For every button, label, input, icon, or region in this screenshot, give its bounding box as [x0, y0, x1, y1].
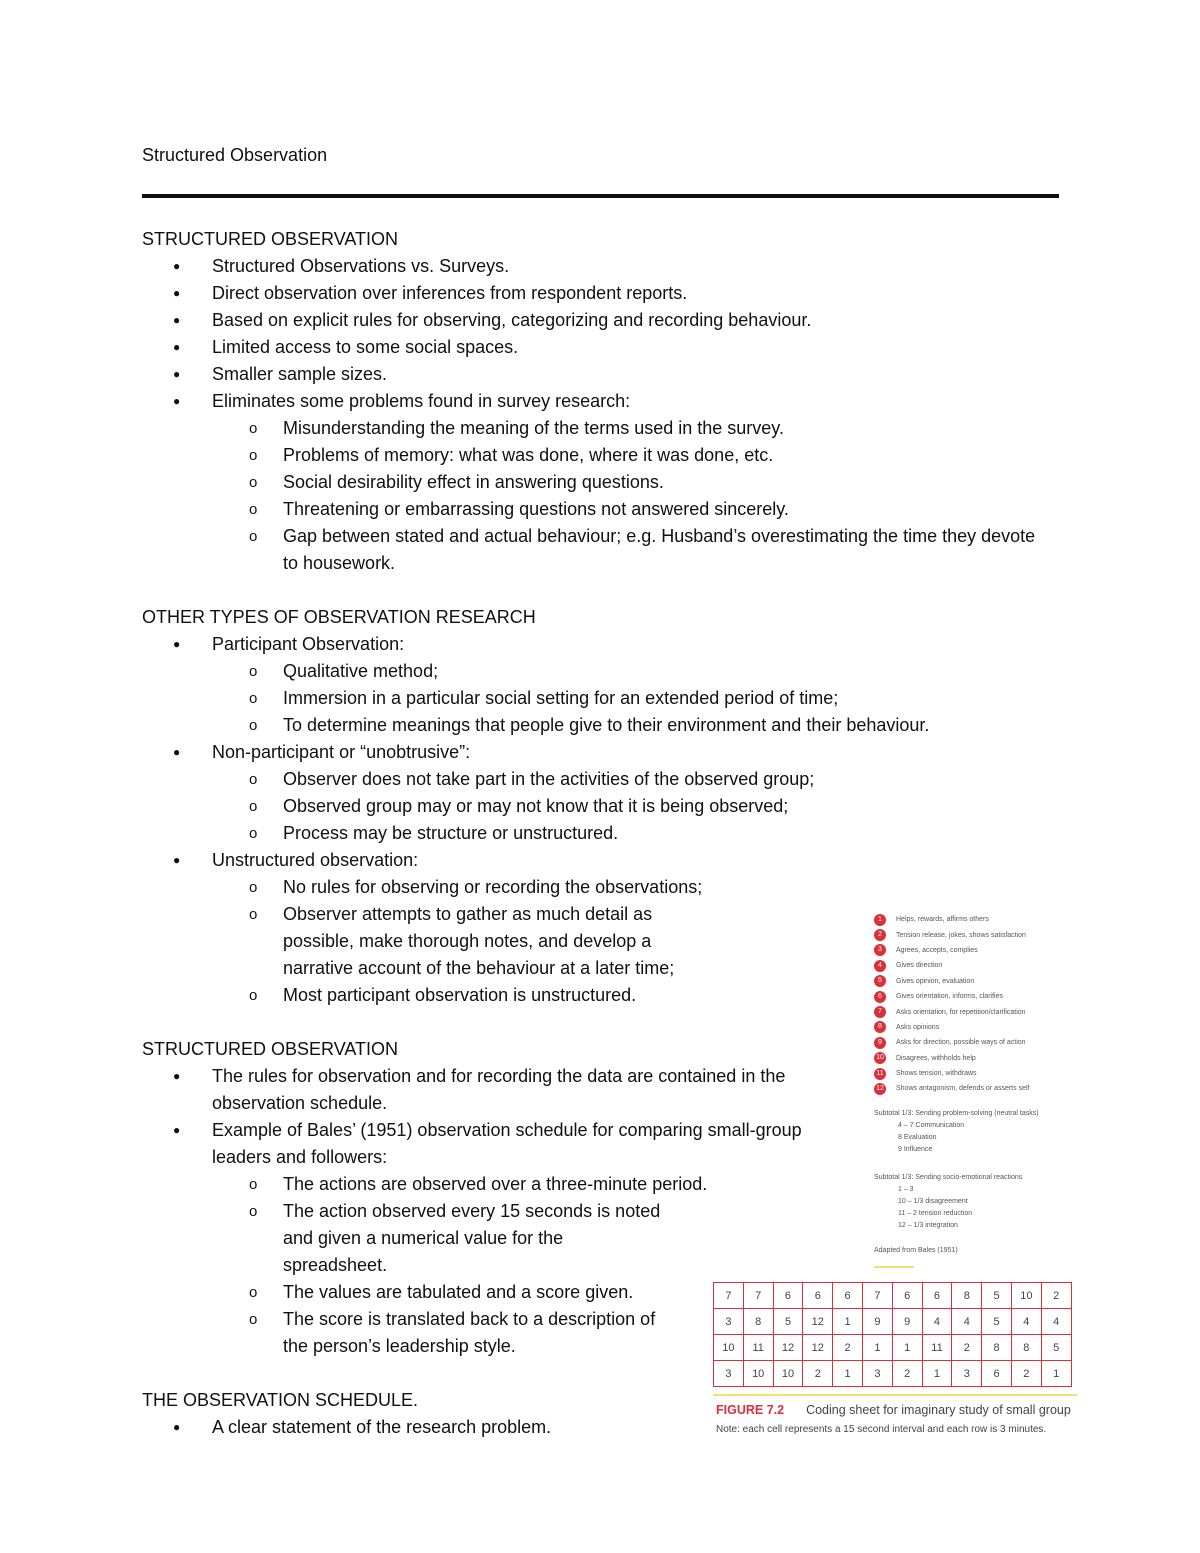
subtotal-line: 11 – 2 tension reduction: [898, 1210, 973, 1217]
sublist-item: o Observed group may or may not know that it is being observed;: [142, 793, 1072, 820]
legend-text: Asks orientation, for repetition/clarification: [896, 1008, 1026, 1016]
legend-number-badge: 10: [874, 1052, 886, 1064]
legend-text: Asks opinions: [896, 1023, 940, 1031]
legend-item: [874, 1004, 1074, 1019]
sublist-item: o The values are tabulated and a score given.: [142, 1279, 812, 1306]
table-row: [714, 1361, 1072, 1387]
coding-sheet-table: [713, 1282, 1072, 1387]
subtotal-line: 4 – 7 Communication: [898, 1122, 965, 1129]
section-heading-other-types: OTHER TYPES OF OBSERVATION RESEARCH: [142, 607, 536, 627]
table-cell: 6: [833, 1283, 863, 1309]
section-heading-structured-observation: STRUCTURED OBSERVATION: [142, 229, 399, 249]
table-cell: 4: [1011, 1309, 1041, 1335]
legend-text: Gives opinion, evaluation: [896, 977, 975, 985]
source-underline: [874, 1266, 914, 1268]
legend-item: [874, 1066, 1074, 1081]
list-item: ● Direct observation over inferences from respondent reports.: [142, 280, 1072, 307]
figure-note: Note: each cell represents a 15 second interval and each row is 3 minutes.: [716, 1424, 1047, 1435]
legend-text: Shows tension, withdraws: [896, 1070, 977, 1078]
list-item: ● Limited access to some social spaces.: [142, 334, 1072, 361]
legend-text: Agrees, accepts, complies: [896, 946, 978, 954]
list-item: [142, 388, 1072, 577]
legend-item: [874, 974, 1074, 989]
document-body: [142, 226, 1072, 1441]
table-cell: 12: [803, 1309, 833, 1335]
legend-item: [874, 1081, 1074, 1096]
table-cell: 2: [952, 1335, 982, 1361]
table-cell: 4: [952, 1309, 982, 1335]
sublist-item: o Observer does not take part in the activities of the observed group;: [142, 766, 1072, 793]
list-item-label: Eliminates some problems found in survey research:: [212, 391, 631, 411]
table-cell: 3: [714, 1309, 744, 1335]
table-cell: 5: [982, 1283, 1012, 1309]
subtotal-line: 12 – 1/3 integration: [898, 1222, 958, 1229]
legend-item: [874, 912, 1074, 927]
sublist-item: o Observer attempts to gather as much detail as possible, make thorough notes, and develop a narrative account of the behaviour at a later time;: [142, 901, 683, 982]
legend-item: [874, 927, 1074, 942]
table-cell: 6: [892, 1283, 922, 1309]
section1-list: [142, 253, 1072, 577]
list-item-label: Example of Bales’ (1951) observation schedule for comparing small-group leaders and followers:: [212, 1120, 802, 1167]
table-cell: 7: [862, 1283, 892, 1309]
sublist-item: o The action observed every 15 seconds is noted and given a numerical value for the spreadsheet.: [142, 1198, 668, 1279]
sublist-item: o Most participant observation is unstructured.: [142, 982, 1072, 1009]
legend-text: Tension release, jokes, shows satisfaction: [896, 931, 1026, 939]
legend-number-badge: 12: [874, 1083, 886, 1095]
sublist-item: o To determine meanings that people give to their environment and their behaviour.: [142, 712, 1072, 739]
list-item: ● Smaller sample sizes.: [142, 361, 1072, 388]
table-cell: 5: [982, 1309, 1012, 1335]
list-item: [142, 631, 1072, 739]
section-heading-observation-schedule: THE OBSERVATION SCHEDULE.: [142, 1390, 419, 1410]
table-cell: 11: [922, 1335, 952, 1361]
header-divider: [142, 194, 1059, 198]
legend-number-badge: 5: [874, 975, 886, 987]
table-cell: 3: [952, 1361, 982, 1387]
table-cell: 1: [892, 1335, 922, 1361]
table-cell: 10: [1011, 1283, 1041, 1309]
table-cell: 1: [1041, 1361, 1071, 1387]
legend-item: [874, 989, 1074, 1004]
table-cell: 8: [1011, 1335, 1041, 1361]
sublist-item: o The score is translated back to a description of the person’s leadership style.: [142, 1306, 668, 1360]
sublist-item: o The actions are observed over a three-minute period.: [142, 1171, 812, 1198]
subtotal-line: 8 Evaluation: [898, 1134, 937, 1141]
sublist-item: o Social desirability effect in answering questions.: [142, 469, 1072, 496]
table-cell: 1: [862, 1335, 892, 1361]
table-row: [714, 1283, 1072, 1309]
legend-number-badge: 6: [874, 991, 886, 1003]
table-cell: 6: [803, 1283, 833, 1309]
figure-source: Adapted from Bales (1951): [874, 1247, 958, 1254]
sublist: [212, 415, 1072, 577]
table-cell: 1: [833, 1309, 863, 1335]
legend-text: Gives orientation, informs, clarifies: [896, 993, 1003, 1001]
list-item-label: Non-participant or “unobtrusive”:: [212, 742, 471, 762]
table-cell: 5: [1041, 1335, 1071, 1361]
legend-item: [874, 943, 1074, 958]
table-cell: 4: [1041, 1309, 1071, 1335]
legend-text: Helps, rewards, affirms others: [896, 916, 989, 924]
sublist-item: o Threatening or embarrassing questions not answered sincerely.: [142, 496, 1072, 523]
figure-subtotal-2: [874, 1172, 1022, 1232]
legend-text: Gives direction: [896, 962, 943, 970]
subtotal-line: 10 – 1/3 disagreement: [898, 1198, 968, 1205]
caption-divider: [713, 1394, 1077, 1396]
legend-item: [874, 958, 1074, 973]
table-cell: 4: [922, 1309, 952, 1335]
table-cell: 2: [803, 1361, 833, 1387]
table-cell: 12: [803, 1335, 833, 1361]
legend-number-badge: 9: [874, 1037, 886, 1049]
figure-subtotal-1: [874, 1108, 1039, 1156]
sublist: [212, 766, 1072, 847]
table-cell: 5: [773, 1309, 803, 1335]
sublist-item: o Process may be structure or unstructured.: [142, 820, 1072, 847]
table-cell: 9: [892, 1309, 922, 1335]
sublist-item: o Qualitative method;: [142, 658, 1072, 685]
table-cell: 11: [743, 1335, 773, 1361]
section-heading-structured-observation-2: STRUCTURED OBSERVATION: [142, 1039, 399, 1059]
table-cell: 2: [1041, 1283, 1071, 1309]
figure-caption: [716, 1403, 1071, 1417]
list-item: [142, 739, 1072, 847]
figure-label: FIGURE 7.2: [716, 1403, 785, 1417]
sublist-item: o Misunderstanding the meaning of the terms used in the survey.: [142, 415, 1072, 442]
table-cell: 2: [1011, 1361, 1041, 1387]
legend-number-badge: 3: [874, 944, 886, 956]
table-cell: 3: [862, 1361, 892, 1387]
table-cell: 7: [714, 1283, 744, 1309]
table-cell: 10: [743, 1361, 773, 1387]
list-item: ● Structured Observations vs. Surveys.: [142, 253, 1072, 280]
legend-text: Asks for direction, possible ways of action: [896, 1039, 1026, 1047]
table-cell: 2: [892, 1361, 922, 1387]
sublist-item: o Immersion in a particular social setting for an extended period of time;: [142, 685, 1072, 712]
list-item: ● A clear statement of the research problem.: [142, 1414, 1072, 1441]
legend-number-badge: 11: [874, 1068, 886, 1080]
list-item-label: Participant Observation:: [212, 634, 405, 654]
figure-title: Coding sheet for imaginary study of small group: [806, 1403, 1071, 1417]
legend-number-badge: 7: [874, 1006, 886, 1018]
legend-number-badge: 1: [874, 914, 886, 926]
subtotal-title: Subtotal 1/3: Sending socio-emotional reactions: [874, 1174, 1023, 1181]
sublist: [212, 658, 1072, 739]
list-item: ● Based on explicit rules for observing, categorizing and recording behaviour.: [142, 307, 1072, 334]
table-cell: 6: [922, 1283, 952, 1309]
subtotal-line: 9 Influence: [898, 1146, 933, 1153]
legend-item: [874, 1051, 1074, 1066]
legend-number-badge: 4: [874, 960, 886, 972]
list-item-label: Unstructured observation:: [212, 850, 419, 870]
table-cell: 10: [714, 1335, 744, 1361]
legend-text: Disagrees, withholds help: [896, 1054, 976, 1062]
table-cell: 12: [773, 1335, 803, 1361]
legend-item: [874, 1035, 1074, 1050]
table-cell: 1: [833, 1361, 863, 1387]
table-cell: 2: [833, 1335, 863, 1361]
table-cell: 6: [773, 1283, 803, 1309]
table-cell: 6: [982, 1361, 1012, 1387]
table-cell: 1: [922, 1361, 952, 1387]
sublist-item: o No rules for observing or recording the observations;: [142, 874, 1072, 901]
table-cell: 3: [714, 1361, 744, 1387]
table-cell: 10: [773, 1361, 803, 1387]
legend-number-badge: 2: [874, 929, 886, 941]
list-item: [142, 1117, 812, 1360]
table-row: [714, 1335, 1072, 1361]
page-title: Structured Observation: [142, 145, 328, 165]
legend-item: [874, 1020, 1074, 1035]
legend-text: Shows antagonism, defends or asserts self: [896, 1085, 1030, 1093]
sublist-item: o Gap between stated and actual behaviour; e.g. Husband’s overestimating the time they devote to housework.: [142, 523, 1072, 577]
table-cell: 8: [743, 1309, 773, 1335]
table-cell: 8: [952, 1283, 982, 1309]
legend-number-badge: 8: [874, 1021, 886, 1033]
figure-legend: [874, 912, 1074, 1097]
subtotal-line: 1 – 3: [898, 1186, 914, 1193]
sublist-item: o Problems of memory: what was done, where it was done, etc.: [142, 442, 1072, 469]
table-cell: 7: [743, 1283, 773, 1309]
table-cell: 8: [982, 1335, 1012, 1361]
subtotal-title: Subtotal 1/3: Sending problem-solving (neutral tasks): [874, 1110, 1039, 1117]
table-row: [714, 1309, 1072, 1335]
list-item: ● The rules for observation and for recording the data are contained in the observation schedule.: [142, 1063, 846, 1117]
table-cell: 9: [862, 1309, 892, 1335]
